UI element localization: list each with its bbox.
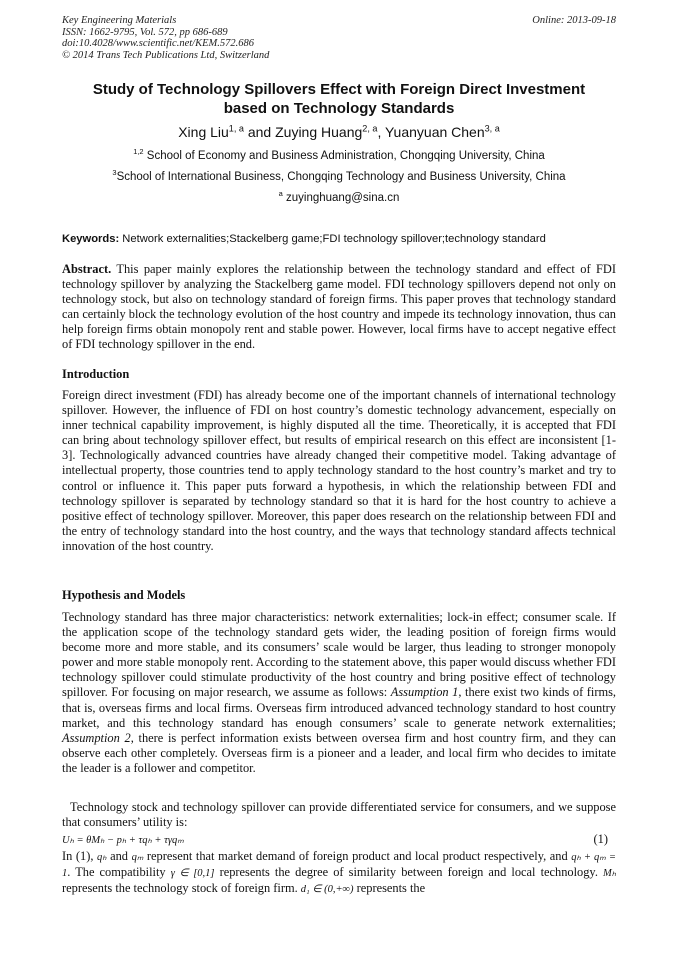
equation-1 [62, 832, 616, 847]
doi-line: doi:10.4028/www.scientific.net/KEM.572.686 [62, 38, 254, 49]
hypothesis-heading: Hypothesis and Models [62, 588, 186, 602]
paper-title [62, 80, 616, 118]
hyp-p3-d: . The compatibility [67, 865, 171, 880]
author-email [62, 189, 616, 204]
introduction-text: Foreign direct investment (FDI) has already become one of the important channels of international technology spillover. However, the influence of FDI on host country’s domestic technology advancement, especially on inner technical capability improvement, is highly disputed all the time. Theoretically, it is accepted that FDI can bring about technology spillover effect, but results of empirical research on this effect are inconsistent [1-3]. Technologically advanced countries have already changed their competitive model. Taking advantage of intellectual property, those countries tend to apply technology standard to the host country’s market and try to control or influence it. This paper puts forward a hypothesis, in which the relationship between FDI and technology spillover is separated by technology standard so that it is hard for the host country to achieve a positive effect of technology spillover. Moreover, this paper does research on the relationship between FDI and the entry of technology standard into the host country, and the ways that technology standard affects technical innovation of the host country. [62, 388, 616, 553]
equation-1-number: (1) [593, 832, 608, 846]
assumption-2: Assumption 2 [62, 730, 131, 745]
hyp-p1-a: Technology standard has three major characteristics: network externalities; lock-in effect; consumer scale. If the application scope of the technology standard gets wider, the leading position of foreign firms would become more and more stable, and its consumers’ scale would be larger, thus leading to stronger monopoly power and more stable monopoly rent. According to the statement above, this paper would discuss whether FDI technology spillover could stimulate productivity of the host country and bring positive effect of technology spillover. For focusing on major research, we assume as follows: [62, 610, 617, 700]
hyp-p3-a: In (1), [62, 849, 98, 863]
email-sup: a [278, 189, 283, 199]
author-1-sup: 1, a [228, 123, 244, 134]
title-line-2: based on Technology Standards [223, 100, 455, 117]
math-qh: qₕ [97, 852, 107, 863]
equation-1-formula: Uₕ = θMₕ − pₕ + τqₕ + τγqₘ [62, 835, 184, 846]
author-and: and [243, 124, 276, 140]
math-mh: Mₕ [603, 868, 616, 880]
math-sum: qₕ + qₘ = 1 [62, 852, 616, 880]
author-2-sup: 2, a [362, 123, 378, 134]
abstract-label: Abstract. [62, 262, 112, 276]
author-1: Xing Liu [178, 124, 229, 140]
publication-meta [62, 15, 269, 61]
hyp-p3-b: and [106, 849, 132, 863]
hypothesis-paragraph-2: Technology stock and technology spillover can provide differentiated service for consumers, and we suppose that consumers’ utility is: [62, 800, 616, 830]
email-text: zuyinghuang@sina.cn [282, 192, 400, 204]
abstract [62, 262, 616, 353]
online-date: Online: 2013-09-18 [532, 15, 616, 26]
author-3-sup: 3, a [484, 123, 500, 134]
title-line-1: Study of Technology Spillovers Effect with Foreign Direct Investment [92, 81, 586, 98]
hypothesis-paragraph-3 [62, 849, 616, 897]
keywords-text: Network externalities;Stackelberg game;FDI technology spillover;technology standard [119, 233, 546, 245]
math-qm: qₘ [131, 852, 144, 863]
author-2: Zuying Huang [275, 124, 363, 140]
assumption-1: Assumption 1 [390, 685, 459, 700]
keywords [62, 233, 616, 245]
hyp-p1-c: , there is perfect information exists between oversea firm and host country firm, and they can observe each other completely. Overseas firm is a pioneer and a leader, and local firm who decides to imitate the leader is a follower and competitor. [62, 730, 616, 775]
affiliation-1-sup: 1,2 [133, 147, 144, 157]
affiliation-2-text: School of International Business, Chongqing Technology and Business University, China [116, 171, 566, 183]
affiliation-1-text: School of Economy and Business Administration, Chongqing University, China [143, 150, 545, 162]
issn-line: ISSN: 1662-9795, Vol. 572, pp 686-689 [62, 26, 228, 38]
author-3: Yuanyuan Chen [384, 124, 485, 140]
hyp-p1-b: , there exist two kinds of firms, that is, overseas firms and local firms. Overseas firm introduced advanced technology standard to host country market, and this technology standard has enough consumers’ scale to generate network externalities; [62, 685, 617, 730]
hypothesis-paragraph-1 [62, 610, 616, 776]
hyp-p3-g: represents the [353, 881, 426, 896]
hyp-p3-e: represents the degree of similarity between foreign and local technology. [214, 865, 603, 880]
abstract-text: This paper mainly explores the relationship between the technology standard and effect of FDI technology spillover by analyzing the Stackelberg game model. FDI technology spillovers depend not only on technology stock, but also on technology standard of foreign firms. This paper proves that technology standard can certainly block the technology evolution of the host country and impede its technology innovation, thus can help foreign firms obtain monopoly rent and stable power. However, local firms have to accept negative effect of FDI technology spillover in the end. [62, 262, 616, 352]
copyright-line: © 2014 Trans Tech Publications Ltd, Switzerland [62, 49, 270, 61]
affiliation-1 [62, 147, 616, 162]
hyp-p3-c: represent that market demand of foreign product and local product respectively, and [143, 849, 572, 863]
affiliation-2-sup: 3 [112, 168, 117, 178]
keywords-label: Keywords: [62, 233, 120, 245]
math-d1: d₁ ∈ (0,+∞) [300, 884, 354, 896]
hyp-p3-f: represents the technology stock of foreign firm. [62, 881, 301, 896]
math-gamma: γ ∈ [0,1] [170, 868, 215, 880]
journal-name: Key Engineering Materials [62, 15, 177, 26]
introduction-heading: Introduction [62, 367, 130, 381]
affiliation-2 [62, 168, 616, 183]
author-sep: , [377, 124, 385, 140]
author-list [62, 124, 616, 140]
